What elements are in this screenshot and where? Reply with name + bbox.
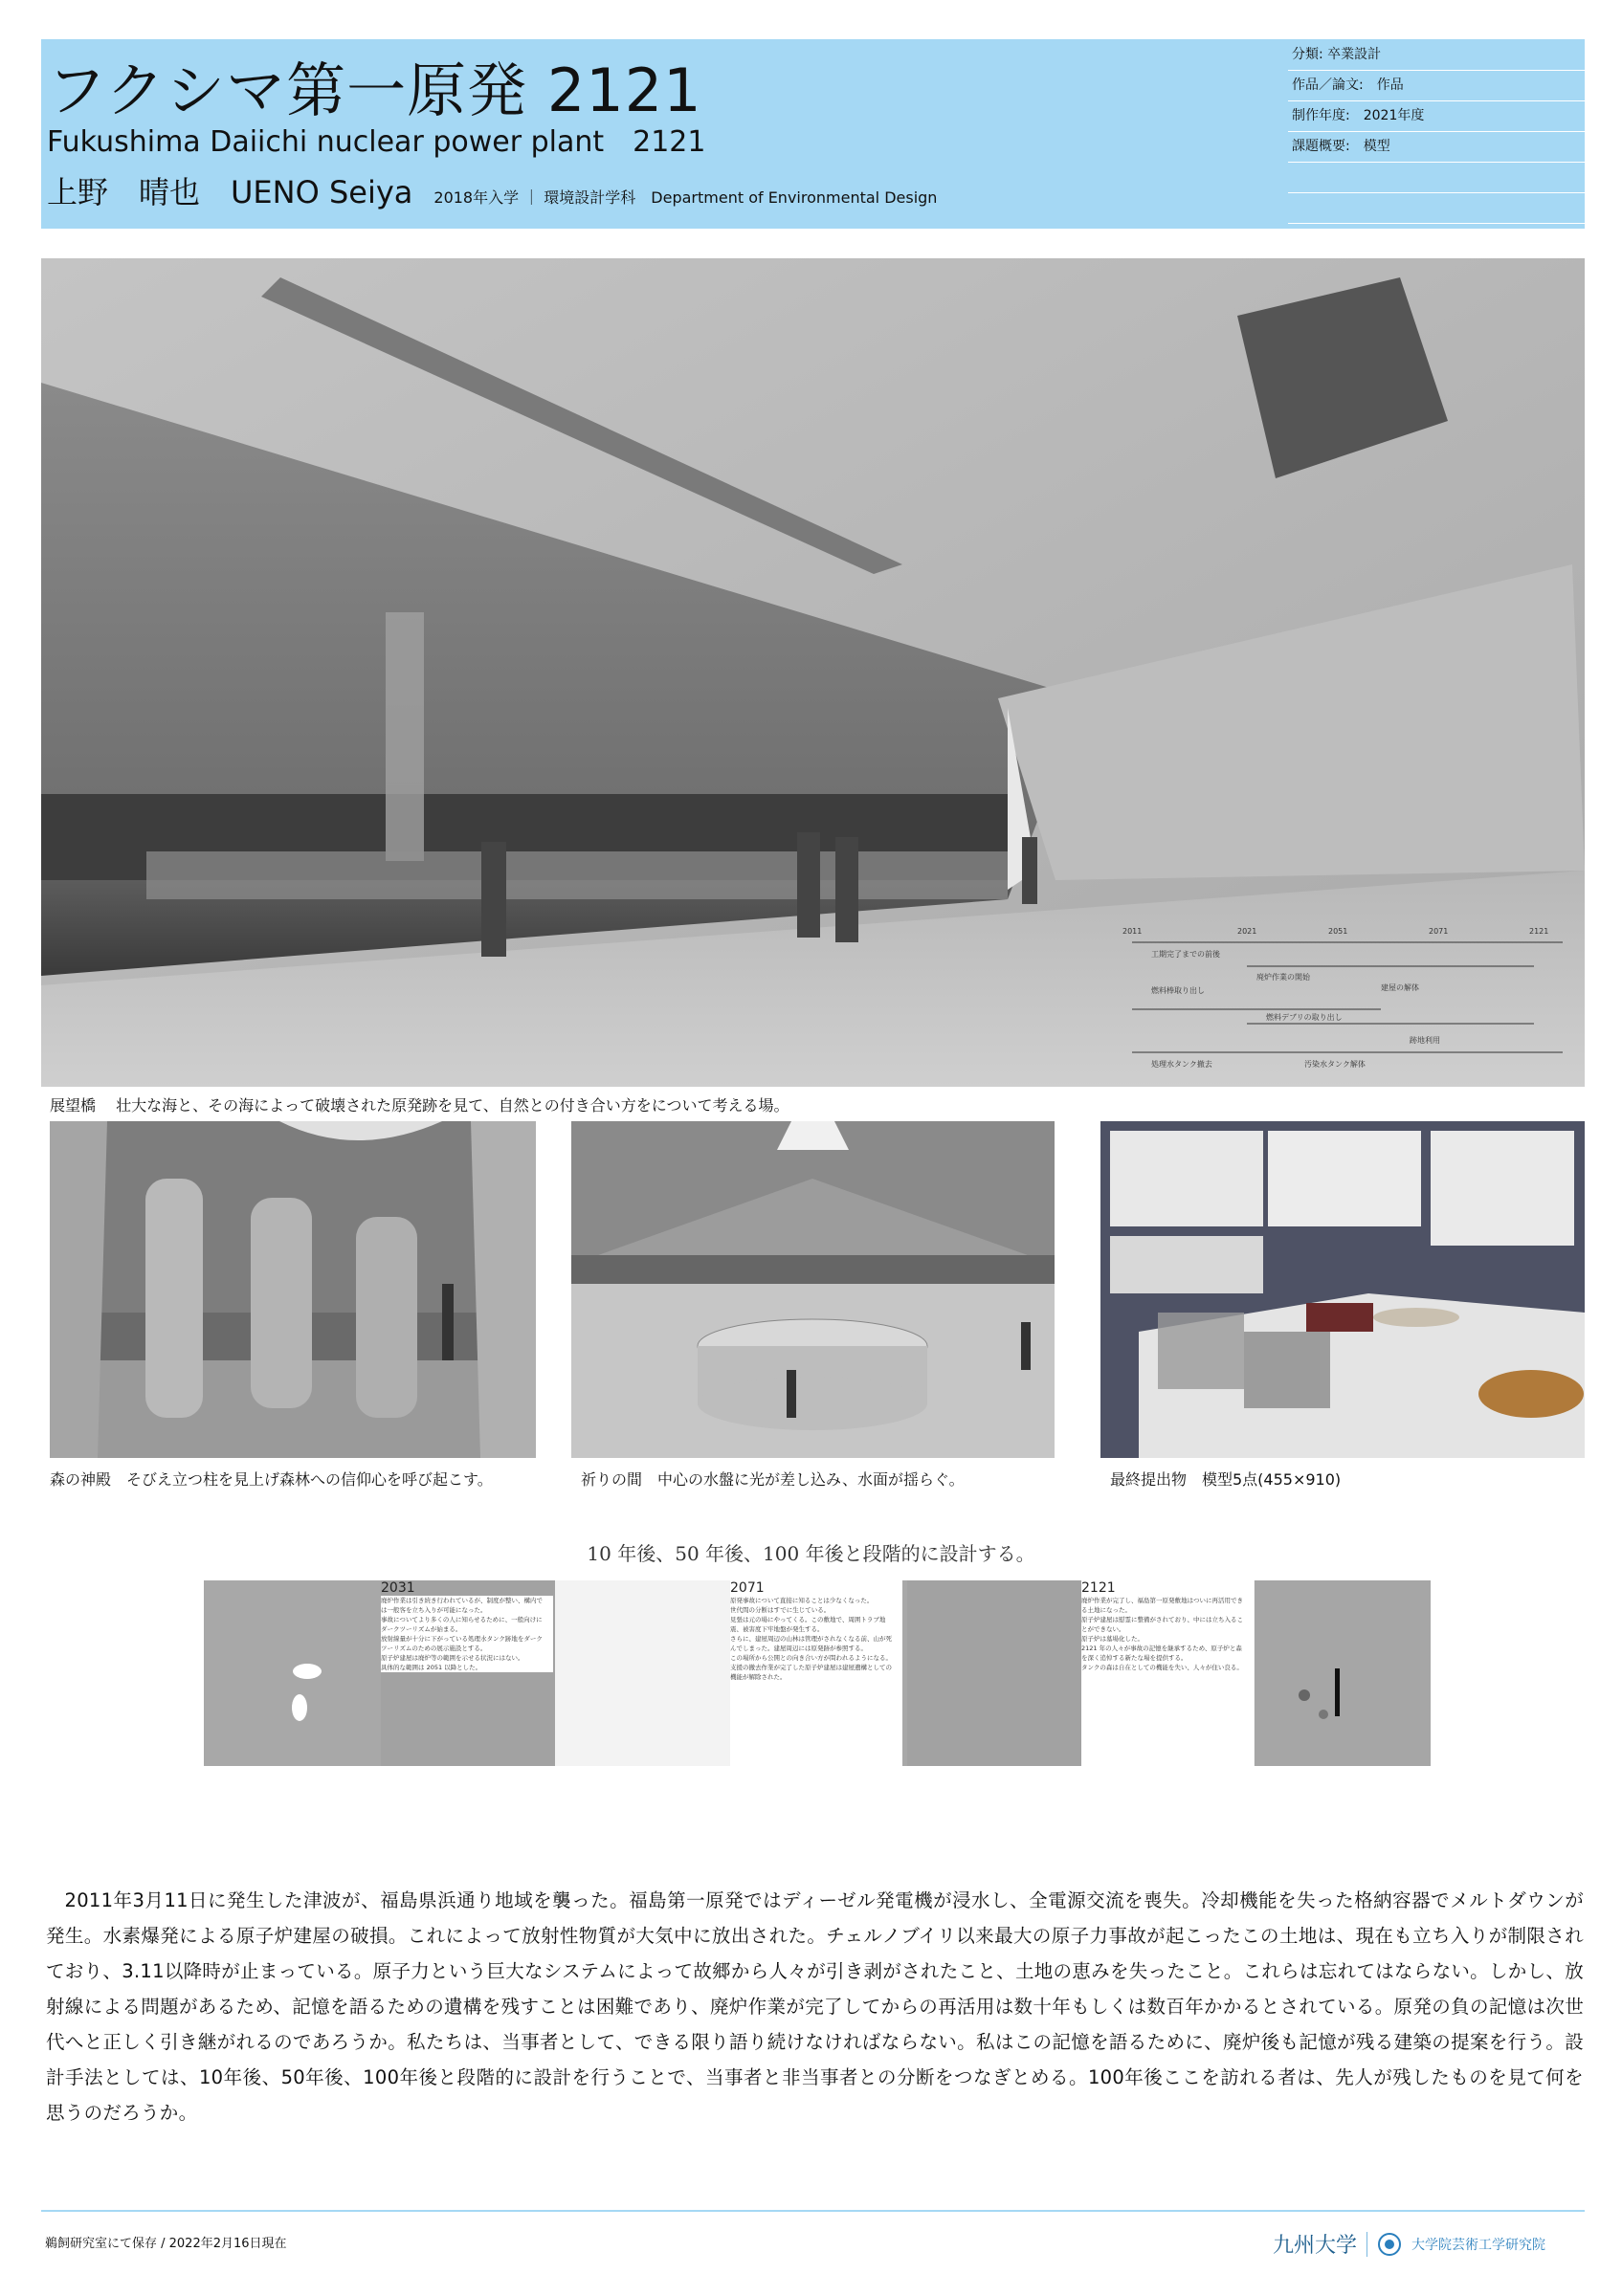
sub-caption-prayer-room: 祈りの間 中心の水盤に光が差し込み、水面が揺らぐ。 (581, 1470, 965, 1489)
phase-text-2031 (381, 1580, 553, 1766)
phase-line: 2121 年の人々が事故の記憶を継承するため、原子炉と森を深く追悼する新たな場を提供する。 (1081, 1645, 1242, 1662)
phase-line: タンクの森は自在としての機能を失い、人々が住い良る。 (1081, 1664, 1243, 1671)
phase-line: 放射線量が十分に下がっている処理水タンク跡地をダークツーリズムのための展示施設とする。 (381, 1635, 543, 1652)
institute-emblem-icon (1377, 2232, 1402, 2257)
author-name: 上野 晴也 UENO Seiya (47, 174, 413, 210)
phase-title: 10 年後、50 年後、100 年後と段階的に設計する。 (587, 1542, 1035, 1565)
phase-line: さらに、建屋周辺の山林は管理がされなくなる前、山が死んでしまった。建屋周辺には原発跡が参照する。 (730, 1635, 892, 1652)
phase-line: 具体的な範囲は 2051 以降とした。 (381, 1664, 482, 1671)
timeline-year: 2011 (1122, 927, 1143, 936)
main-render-observation-bridge (41, 258, 1585, 1087)
phase-line: 廃炉作業は引き続き行われているが、制度が整い、構内では一般客を立ち入りが可能になった。 (381, 1597, 543, 1614)
phase-line: この場所から公開との向き合い方が問われるようになる。 (730, 1654, 892, 1662)
timeline-event: 跡地利用 (1410, 1036, 1440, 1045)
author-row (47, 168, 937, 212)
title-japanese: フクシマ第一原発 2121 (47, 55, 702, 125)
body-paragraph: 2011年3月11日に発生した津波が、福島県浜通り地域を襲った。福島第一原発ではディーゼル発電機が浸水し、全電源交流を喪失。冷却機能を失った格納容器でメルトダウンが発生。水素爆発による原子炉建屋の破損。これによって放射性物質が大気中に放出された。チェルノブイリ以来最大の原子力事故が起こったこの土地は、現在も立ち入りが制限されており、3.11以降時が止まっている。原子力という巨大なシステムによって故郷から人々が引き剥がされたこと、土地の恵みを失ったこと。これらは忘れてはならない。しかし、放射線による問題があるため、記憶を語るための遺構を残すことは困難であり、廃炉作業が完了してからの再活用は数十年もしくは数百年かかるとされている。原発の負の記憶は次世代へと正しく引き継がれるのであろうか。私たちは、当事者として、できる限り語り続けなければならない。私はこの記憶を語るために、廃炉後も記憶が残る建築の提案を行う。設計手法としては、10年後、50年後、100年後と段階的に設計を行うことで、当事者と非当事者との分断をつなぎとめる。100年後ここを訪れる者は、先人が残したものを見て何を思うのだろうか。 (46, 1889, 1584, 2124)
phase-line: 原発事故について直接に知ることは少なくなった。 (730, 1597, 874, 1604)
forest-temple-render (50, 1121, 536, 1458)
phase-map-left-1 (204, 1580, 381, 1766)
phase-map-right-2 (907, 1580, 1081, 1766)
university-logo-text: 九州大学 (1273, 2234, 1358, 2258)
phase-line: 支援の撤去作業が完了した原子炉建屋は建屋遺構としての機能が解除された。 (730, 1664, 892, 1681)
phase-map-right-3 (1255, 1580, 1431, 1766)
footer-logos (1273, 2229, 1545, 2259)
phase-line: 原子炉建屋は廃炉等の範囲を示せる状況にはない。 (381, 1654, 524, 1662)
main-caption: 展望橋 壮大な海と、その海によって破壊された原発跡を見て、自然との付き合い方をについて考える場。 (50, 1096, 789, 1115)
title-english: Fukushima Daiichi nuclear power plant 2121 (47, 125, 706, 159)
institute-name: 大学院芸術工学研究院 (1411, 2237, 1546, 2253)
prayer-room-render (571, 1121, 1055, 1458)
meta-box (1288, 39, 1585, 229)
phase-line: 見張は元の場にやってくる。この敷地で、周囲トラブ地震、被害度下牢地盤が発生する。 (730, 1616, 886, 1633)
timeline-event: 汚染水タンク解体 (1304, 1060, 1366, 1069)
meta-type: 作品／論文: 作品 (1288, 72, 1585, 101)
logo-separator (1366, 2232, 1367, 2257)
timeline-year: 2121 (1529, 927, 1549, 936)
timeline-event: 廃炉作業の開始 (1256, 973, 1310, 982)
phase-text-2121 (1081, 1580, 1254, 1766)
final-submission-svg (1100, 1121, 1585, 1458)
phase-text-2071 (730, 1580, 902, 1766)
meta-category: 分類: 卒業設計 (1288, 41, 1585, 71)
phase-year: 2031 (381, 1580, 415, 1596)
prayer-room-svg (571, 1121, 1055, 1458)
timeline-event: 工期完了までの前後 (1151, 950, 1220, 959)
header-band (41, 39, 1585, 229)
main-render-svg (41, 258, 1585, 1087)
meta-empty-1 (1288, 164, 1585, 193)
sub-caption-final-submission: 最終提出物 模型5点(455×910) (1110, 1470, 1342, 1489)
timeline-event: 燃料棒取り出し (1151, 986, 1205, 995)
meta-empty-2 (1288, 194, 1585, 224)
timeline-event: 燃料デブリの取り出し (1266, 1013, 1343, 1022)
timeline-event: 建屋の解体 (1381, 983, 1419, 992)
author-meta: 2018年入学 ｜ 環境設計学科 Department of Environmental Design (433, 188, 938, 207)
phase-line: 廃炉作業が完了し、福島第一原発敷地はついに再活用できる土地になった。 (1081, 1597, 1243, 1614)
phase-line: 原子炉は墓場化した。 (1081, 1635, 1144, 1643)
timeline-year: 2021 (1237, 927, 1257, 936)
phase-strip (204, 1580, 1431, 1766)
meta-overview: 課題概要: 模型 (1288, 133, 1585, 163)
timeline-event: 処理水タンク撤去 (1151, 1060, 1212, 1069)
meta-year: 制作年度: 2021年度 (1288, 102, 1585, 132)
footer-divider (41, 2210, 1585, 2212)
footer-archive-note: 鵜飼研究室にて保存 / 2022年2月16日現在 (45, 2237, 287, 2251)
phase-line: 事故についてより多くの人に知らせるために、一般向けにダークツーリズムが始まる。 (381, 1616, 543, 1633)
phase-line: 世代間の分断はすでに生じている。 (730, 1606, 831, 1614)
sub-caption-forest-temple: 森の神殿 そびえ立つ柱を見上げ森林への信仰心を呼び起こす。 (50, 1470, 493, 1489)
final-submission-photo (1100, 1121, 1585, 1458)
phase-line: 原子炉建屋は慰霊に整備がされており、中には立ち入ることができない。 (1081, 1616, 1243, 1633)
phase-year: 2071 (730, 1580, 765, 1596)
timeline-year: 2051 (1328, 927, 1348, 936)
forest-temple-svg (50, 1121, 536, 1458)
timeline-year: 2071 (1429, 927, 1449, 936)
phase-year: 2121 (1081, 1580, 1116, 1596)
